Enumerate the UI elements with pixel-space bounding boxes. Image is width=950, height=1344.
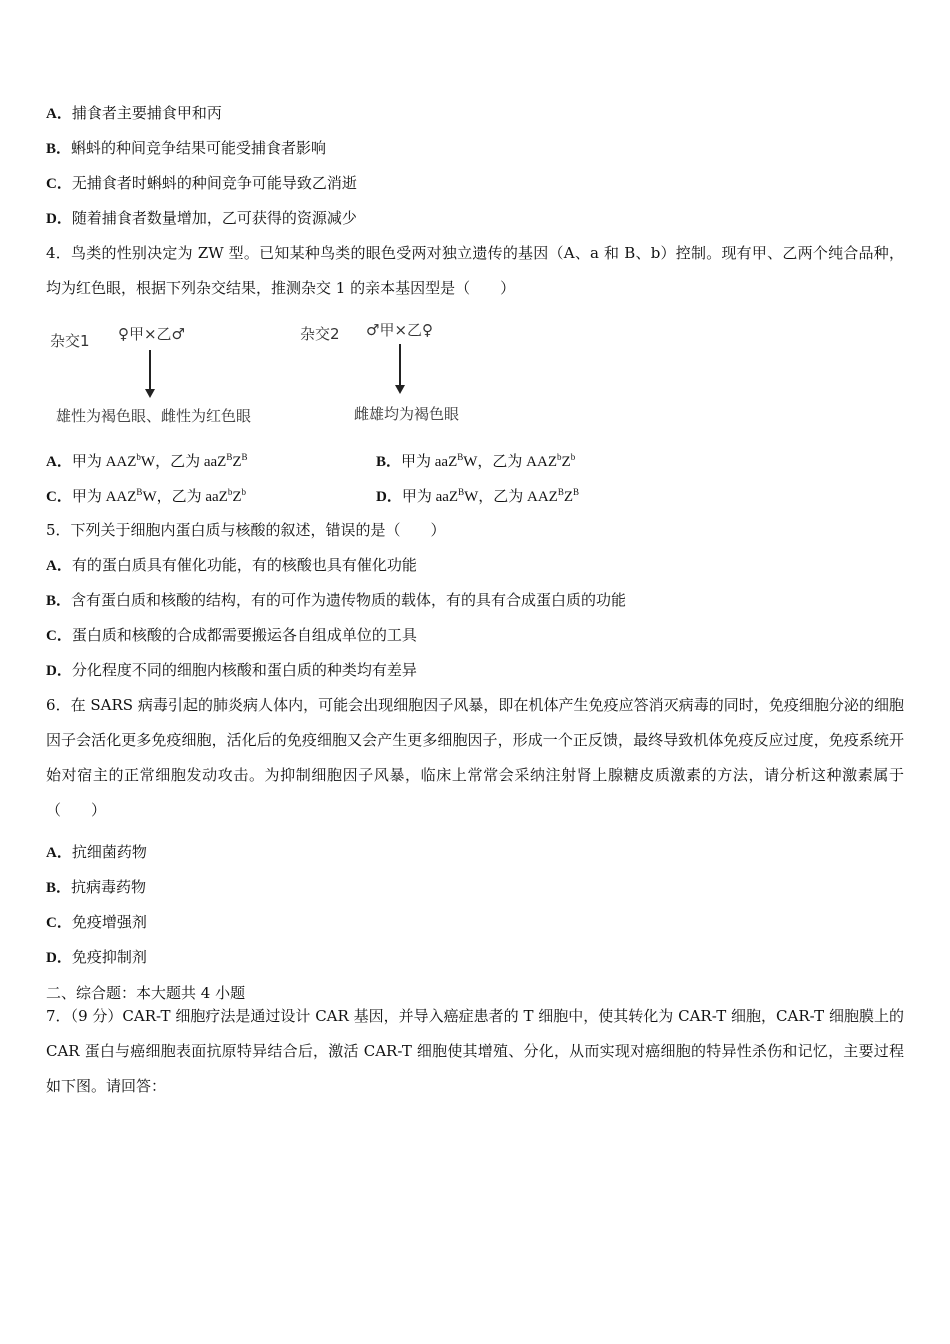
option-text: 捕食者主要捕食甲和丙 [71, 104, 222, 122]
superscript: b [136, 452, 141, 462]
q4-option-d [376, 485, 579, 506]
option-text: 蝌蚪的种间竞争结果可能受捕食者影响 [71, 139, 327, 157]
superscript: B [458, 487, 465, 497]
option-label: D． [46, 211, 72, 227]
section2-title: 二、综合题：本大题共 4 小题 [46, 984, 246, 1002]
q4-option-b [376, 450, 575, 471]
cross1-arrow [149, 350, 151, 390]
q6-option-c [46, 912, 147, 933]
q7-stem: 7．（9 分）CAR-T 细胞疗法是通过设计 CAR 基因，并导入癌症患者的 T 细胞中，使其转化为 CAR-T 细胞，CAR-T 细胞膜上的 CAR 蛋白与癌细胞表面抗原特异结合后，激活 CAR-T 细胞使其增殖、分化，从而实现对癌细胞的特异性杀伤和记忆，主要过程如下图。请回答： [46, 1007, 904, 1095]
option-text: 免疫抑制剂 [71, 948, 147, 966]
option-label: A． [46, 106, 72, 122]
option-text: 分化程度不同的细胞内核酸和蛋白质的种类均有差异 [71, 661, 417, 679]
option-label: A． [46, 845, 72, 861]
option-label: B． [46, 593, 72, 609]
q5-option-d [46, 660, 417, 681]
option-text: 免疫增强剂 [71, 913, 147, 931]
q6-option-b [46, 877, 146, 898]
option-text-mid: W，乙为 AAZ [463, 454, 558, 470]
option-label: C． [46, 489, 72, 505]
q6-option-a [46, 842, 147, 863]
q6-option-d [46, 947, 147, 968]
option-label: D． [376, 489, 402, 505]
q6-stem: 6．在 SARS 病毒引起的肺炎病人体内，可能会出现细胞因子风暴，即在机体产生免疫应答消灭病毒的同时，免疫细胞分泌的细胞因子会活化更多免疫细胞，活化后的免疫细胞又会产生更多细胞因子，形成一个正反馈，最终导致机体免疫反应过度，免疫系统开始对宿主的正常细胞发动攻击。为抑制细胞因子风暴，临床上常常会采纳注射肾上腺糖皮质激素的方法，请分析这种激素属于（ ） [46, 696, 904, 819]
cross2-result: 雌雄均为褐色眼 [354, 405, 460, 423]
option-text-mid2: Z [232, 454, 242, 470]
cross2-parents: ♂甲×乙♀ [366, 321, 434, 339]
cross1-result: 雄性为褐色眼、雌性为红色眼 [56, 407, 252, 425]
option-text-pre: 甲为 aaZ [401, 454, 458, 470]
superscript: b [241, 487, 246, 497]
superscript: B [573, 487, 580, 497]
option-text-pre: 甲为 aaZ [401, 489, 459, 505]
q4-stem: 4．鸟类的性别决定为 ZW 型。已知某种鸟类的眼色受两对独立遗传的基因（A、a 和 B、b）控制。现有甲、乙两个纯合品种，均为红色眼，根据下列杂交结果，推测杂交 1 的亲本基因型是（ ） [46, 244, 904, 297]
cross2-title: 杂交2 [300, 325, 340, 343]
option-text-mid2: Z [561, 454, 571, 470]
option-label: A． [46, 454, 72, 470]
option-label: B． [376, 454, 402, 470]
q4-option-c [46, 485, 246, 506]
option-text: 抗病毒药物 [71, 878, 147, 896]
option-text-pre: 甲为 AAZ [71, 454, 137, 470]
cross2-arrow [399, 344, 401, 386]
superscript: b [570, 452, 576, 462]
superscript: b [557, 452, 562, 462]
superscript: b [227, 487, 233, 497]
option-text: 随着捕食者数量增加，乙可获得的资源减少 [71, 209, 357, 227]
option-text-mid: W，乙为 aaZ [142, 489, 228, 505]
q3-option-b [46, 138, 326, 159]
option-label: B． [46, 880, 72, 896]
option-label: D． [46, 663, 72, 679]
q5-stem: 5．下列关于细胞内蛋白质与核酸的叙述，错误的是（ ） [46, 521, 446, 539]
option-text: 蛋白质和核酸的合成都需要搬运各自组成单位的工具 [71, 626, 417, 644]
option-text-mid: W，乙为 AAZ [464, 489, 558, 505]
q5-option-a [46, 555, 417, 576]
option-text: 有的蛋白质具有催化功能，有的核酸也具有催化功能 [71, 556, 417, 574]
cross1-parents: ♀甲×乙♂ [118, 325, 186, 343]
q5-option-c [46, 625, 417, 646]
option-label: C． [46, 628, 72, 644]
q3-option-c [46, 173, 357, 194]
q3-option-d [46, 208, 357, 229]
superscript: B [226, 452, 233, 462]
q4-option-a [46, 450, 248, 471]
option-label: C． [46, 176, 72, 192]
superscript: B [557, 487, 564, 497]
superscript: B [136, 487, 143, 497]
option-label: C． [46, 915, 72, 931]
option-label: D． [46, 950, 72, 966]
q5-option-b [46, 590, 626, 611]
option-text: 抗细菌药物 [71, 843, 147, 861]
superscript: B [241, 452, 248, 462]
option-text-mid2: Z [232, 489, 242, 505]
q3-option-a [46, 103, 222, 124]
option-text: 含有蛋白质和核酸的结构，有的可作为遗传物质的载体，有的具有合成蛋白质的功能 [71, 591, 627, 609]
cross1-title: 杂交1 [50, 332, 90, 350]
option-text-pre: 甲为 AAZ [71, 489, 137, 505]
option-label: B． [46, 141, 72, 157]
option-label: A． [46, 558, 72, 574]
option-text-mid2: Z [563, 489, 574, 505]
option-text-mid: W，乙为 aaZ [140, 454, 227, 470]
cross-diagram [46, 310, 506, 440]
option-text: 无捕食者时蝌蚪的种间竞争可能导致乙消逝 [71, 174, 357, 192]
superscript: B [457, 452, 464, 462]
